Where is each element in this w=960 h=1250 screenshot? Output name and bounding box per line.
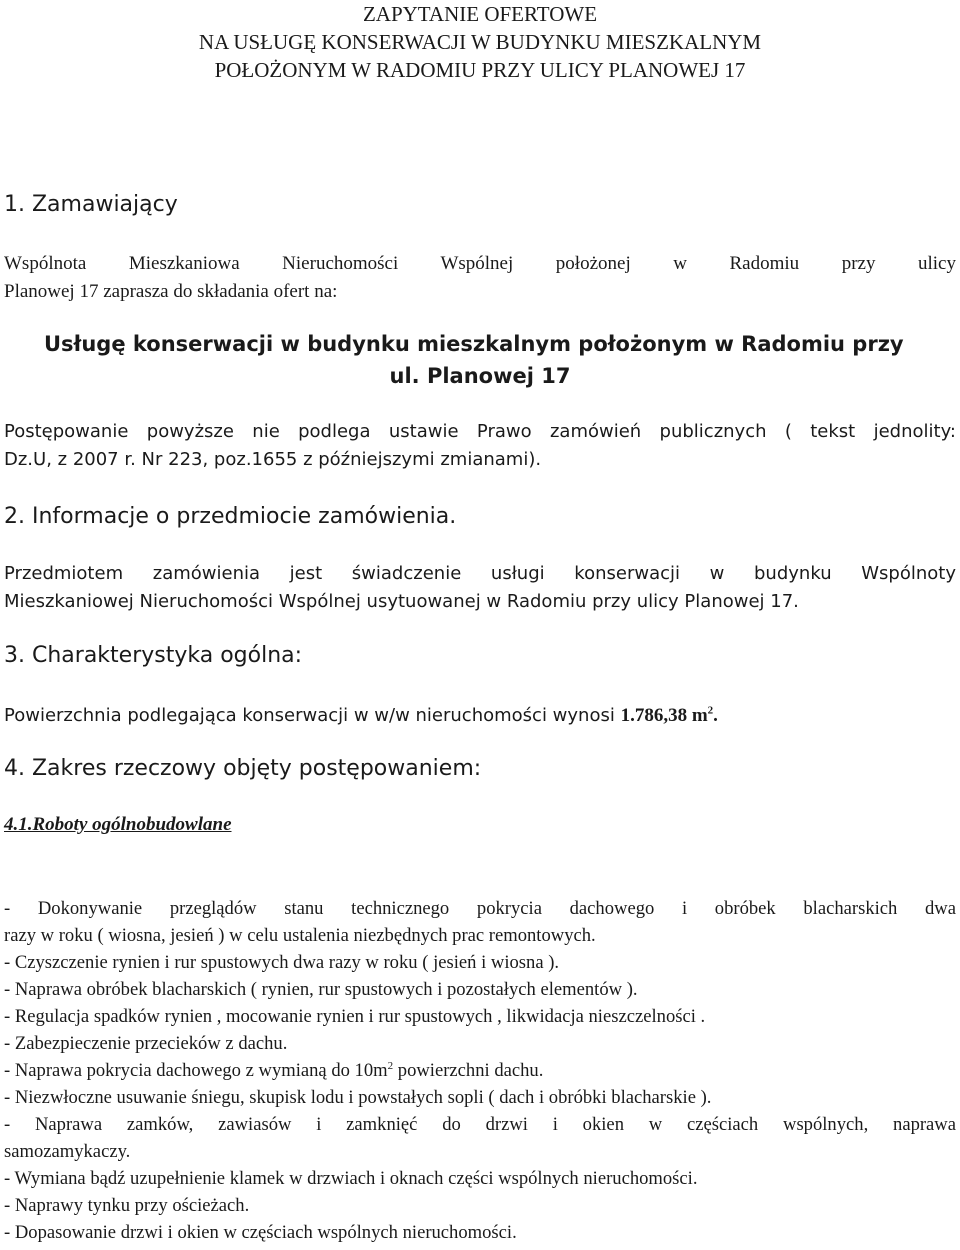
title-line-3: POŁOŻONYM W RADOMIU PRZY ULICY PLANOWEJ 17 <box>214 58 746 82</box>
list-item-6-text: - Naprawa pokrycia dachowego z wymianą do 10m <box>4 1060 388 1081</box>
area-value-number: 1.786,38 m <box>620 705 708 726</box>
area-end: . <box>713 705 718 726</box>
list-item-1-line-2: razy w roku ( wiosna, jesień ) w celu ustalenia niezbędnych prac remontowych. <box>4 925 596 946</box>
section-2-line-1: Przedmiotem zamówienia jest świadczenie usługi konserwacji w budynku Wspólnoty <box>4 563 956 584</box>
section-3-text <box>4 702 956 730</box>
list-item-7: - Niezwłoczne usuwanie śniegu, skupisk lodu i powstałych sopli ( dach i obróbki blacharskie ). <box>4 1087 712 1108</box>
section-2-heading: 2. Informacje o przedmiocie zamówienia. <box>4 504 457 529</box>
section-3-heading: 3. Charakterystyka ogólna: <box>4 643 303 668</box>
title-line-2: NA USŁUGĘ KONSERWACJI W BUDYNKU MIESZKALNYM <box>198 30 762 54</box>
legal-line-1: Postępowanie powyższe nie podlega ustawie Prawo zamówień publicznych ( tekst jednolity: <box>4 421 956 442</box>
title-line-1: ZAPYTANIE OFERTOWE <box>362 2 598 26</box>
list-item-6 <box>4 1057 956 1084</box>
list-item-8-line-2: samozamykaczy. <box>4 1141 131 1162</box>
section-2-text <box>4 560 956 616</box>
list-item-9: - Wymiana bądź uzupełnienie klamek w drzwiach i oknach części wspólnych nieruchomości. <box>4 1168 698 1189</box>
list-item-2: - Czyszczenie rynien i rur spustowych dwa razy w roku ( jesień i wiosna ). <box>4 952 560 973</box>
section-4-heading: 4. Zakres rzeczowy objęty postępowaniem: <box>4 756 482 781</box>
list-item-6-sup: 2 <box>387 1059 394 1072</box>
service-line-2: ul. Planowej 17 <box>389 364 571 388</box>
section-1-legal-note <box>4 418 956 474</box>
list-item-10: - Naprawy tynku przy ościeżach. <box>4 1195 250 1216</box>
list-item-6-end: powierzchni dachu. <box>393 1060 544 1081</box>
list-item-4: - Regulacja spadków rynien , mocowanie rynien i rur spustowych , likwidacja nieszczelności . <box>4 1006 706 1027</box>
intro-line-1: Wspólnota Mieszkaniowa Nieruchomości Wspólnej położonej w Radomiu przy ulicy <box>4 253 956 274</box>
list-item-3: - Naprawa obróbek blacharskich ( rynien, rur spustowych i pozostałych elementów ). <box>4 979 638 1000</box>
section-4-1-subheading: 4.1.Roboty ogólnobudowlane <box>4 814 232 835</box>
area-value <box>621 705 718 726</box>
section-2-line-2: Mieszkaniowej Nieruchomości Wspólnej usytuowanej w Radomiu przy ulicy Planowej 17. <box>4 591 799 612</box>
area-description: Powierzchnia podlegająca konserwacji w w/w nieruchomości wynosi <box>4 705 621 726</box>
service-line-1: Usługę konserwacji w budynku mieszkalnym położonym w Radomiu przy <box>44 332 904 356</box>
list-item-1-line-1: - Dokonywanie przeglądów stanu technicznego pokrycia dachowego i obróbek blacharskich dwa <box>4 898 956 919</box>
section-1-heading: 1. Zamawiający <box>4 192 178 217</box>
list-item-11: - Dopasowanie drzwi i okien w częściach wspólnych nieruchomości. <box>4 1222 517 1243</box>
section-1-intro <box>4 250 956 306</box>
intro-line-2: Planowej 17 zaprasza do składania ofert na: <box>4 281 338 302</box>
document-title <box>4 0 956 84</box>
works-list <box>4 895 956 1246</box>
area-unit-sup: 2 <box>707 704 714 717</box>
legal-line-2: Dz.U, z 2007 r. Nr 223, poz.1655 z późniejszymi zmianami). <box>4 449 542 470</box>
list-item-8-line-1: - Naprawa zamków, zawiasów i zamknięć do drzwi i okien w częściach wspólnych, naprawa <box>4 1114 956 1135</box>
list-item-5: - Zabezpieczenie przecieków z dachu. <box>4 1033 288 1054</box>
